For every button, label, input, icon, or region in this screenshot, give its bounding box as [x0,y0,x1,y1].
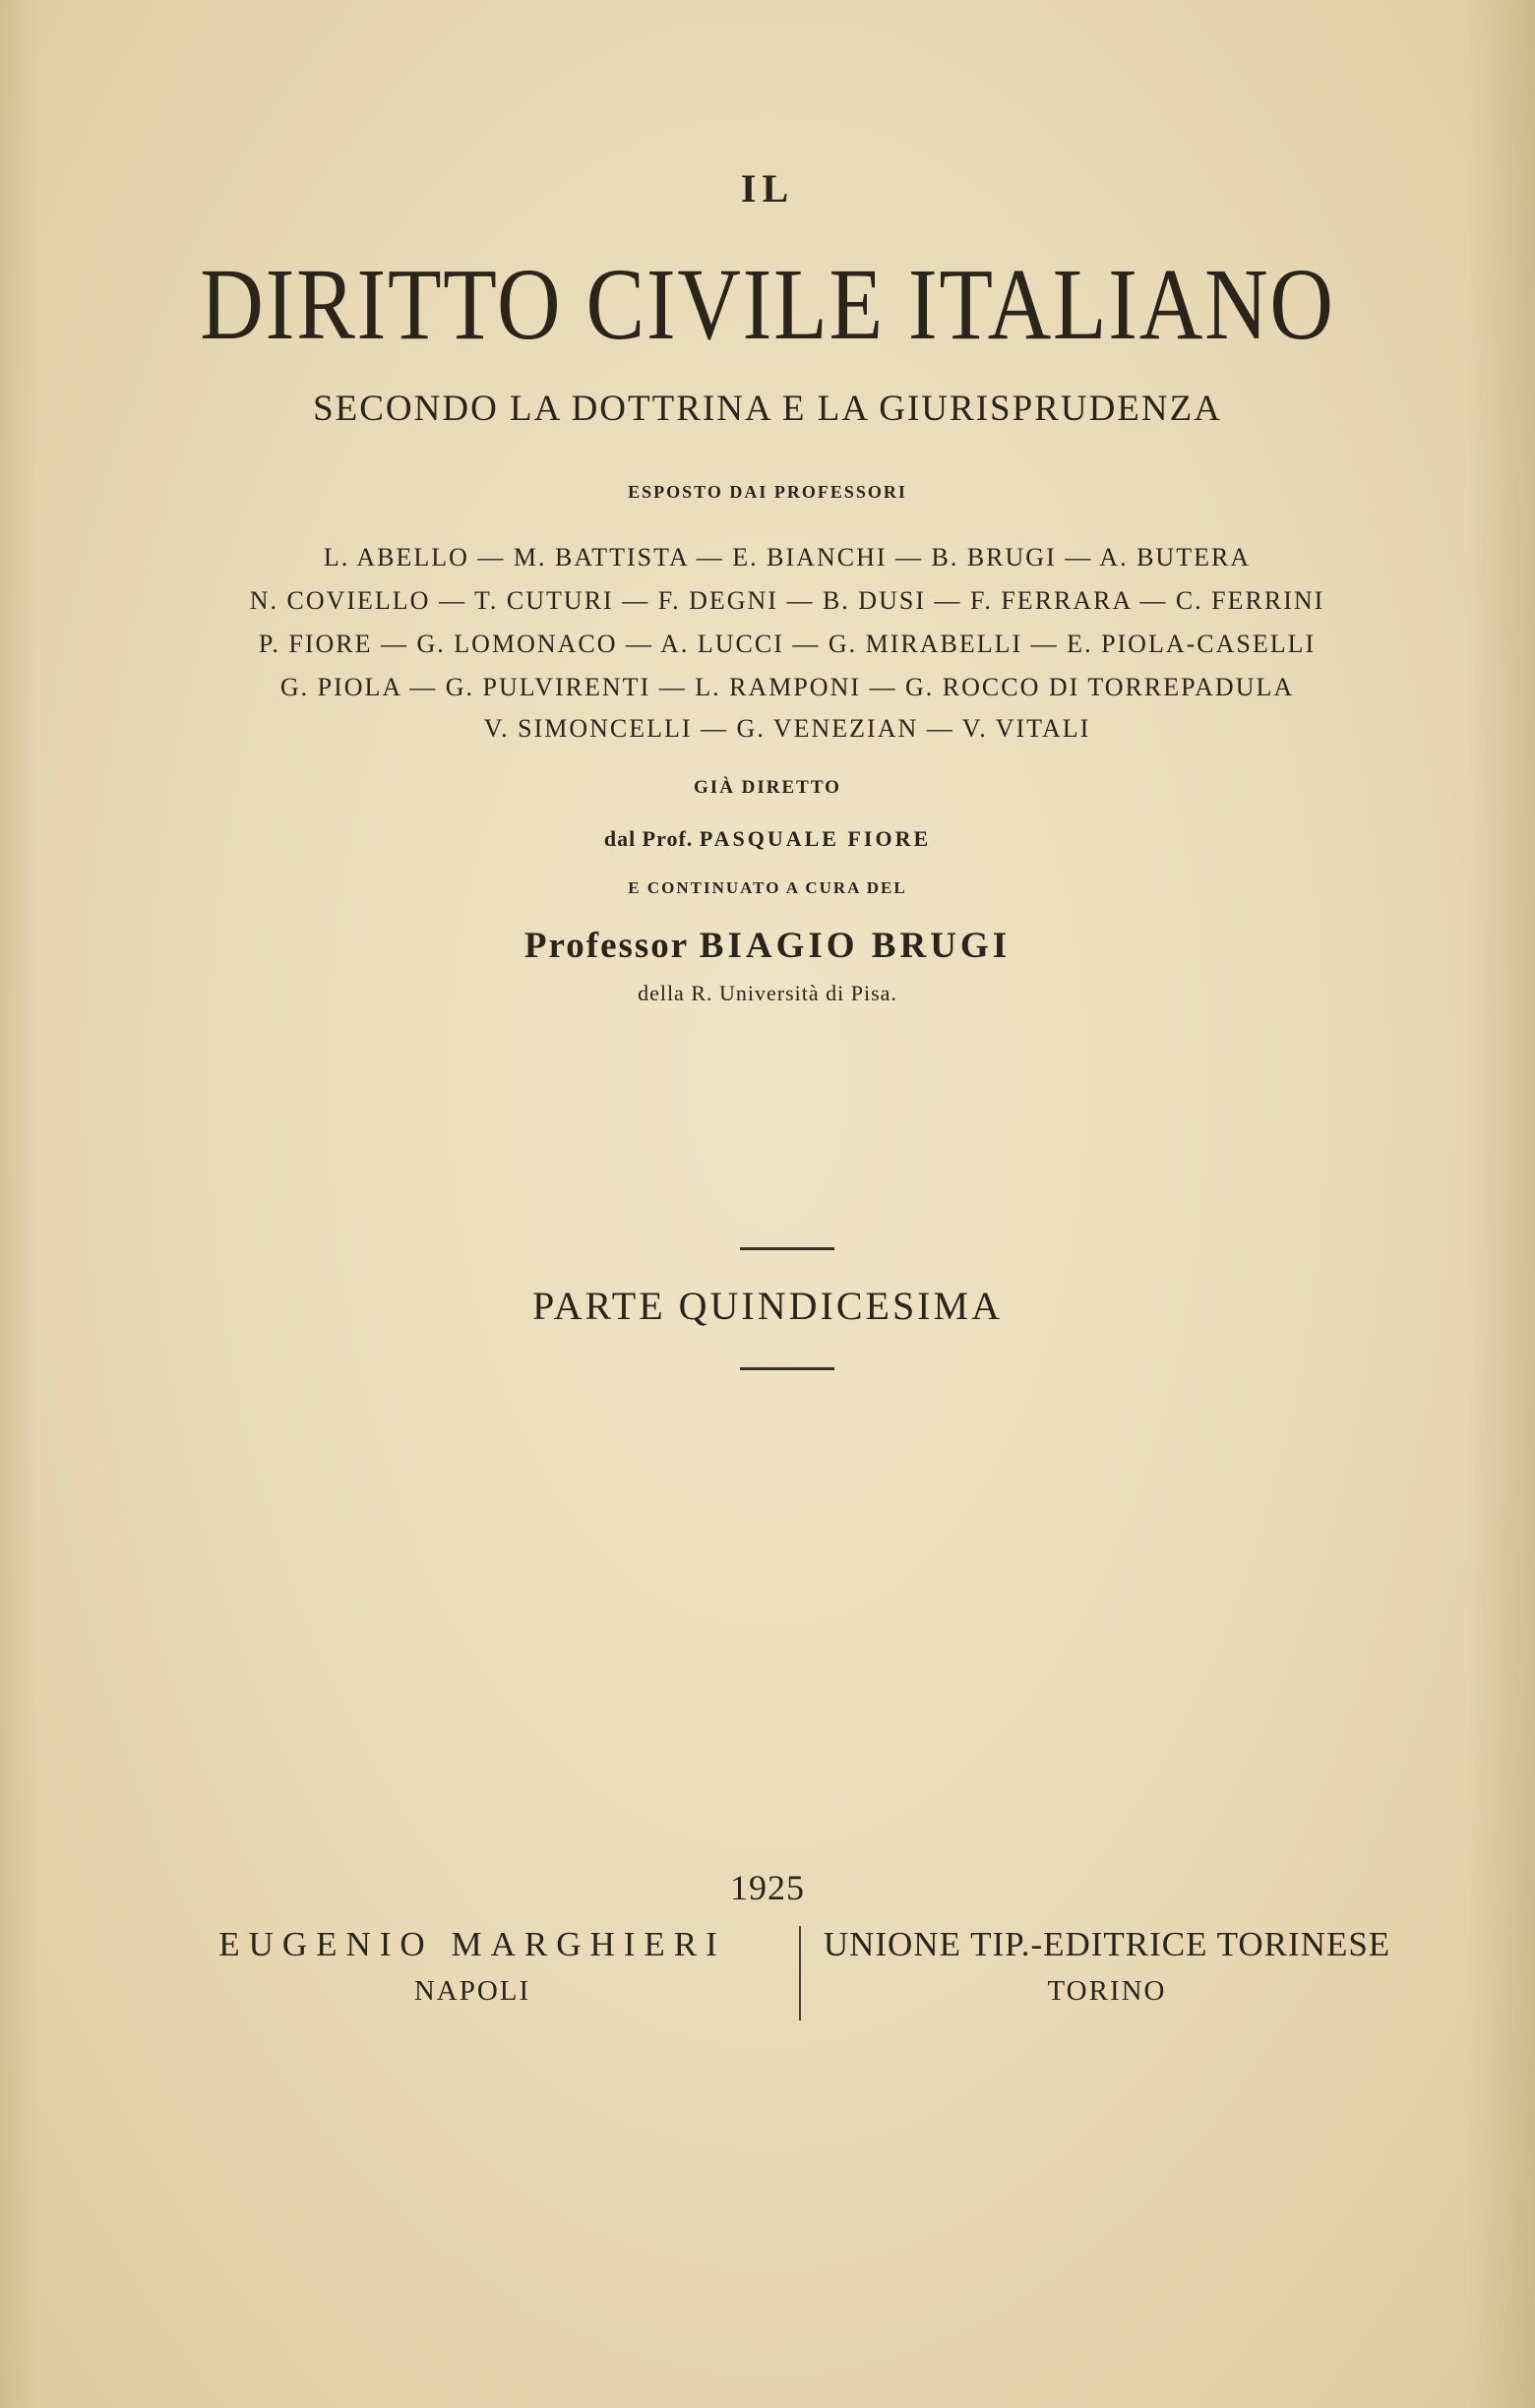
publisher-city: TORINO [1047,1975,1167,2007]
page-edge-shadow-left [0,0,39,2408]
editor-name: BIAGIO BRUGI [699,926,1012,966]
rule-top [740,1247,834,1250]
author-line: G. PIOLA — G. PULVIRENTI — L. RAMPONI — G. ROCCO DI TORREPADULA [279,673,1295,701]
publication-year: 1925 [730,1868,805,1907]
gia-diretto-label: GIÀ DIRETTO [694,777,841,798]
subtitle: SECONDO LA DOTTRINA E LA GIURISPRUDENZA [313,389,1222,429]
main-title: DIRITTO CIVILE ITALIANO [200,248,1335,361]
publisher-city: NAPOLI [413,1975,531,2007]
author-line: N. COVIELLO — T. CUTURI — F. DEGNI — B. DUSI — F. FERRARA — C. FERRINI [249,586,1325,615]
continuato-label: E CONTINUATO A CURA DEL [628,878,907,897]
author-line: L. ABELLO — M. BATTISTA — E. BIANCHI — B. BRUGI — A. BUTERA [323,543,1252,572]
publisher-divider [799,1926,801,2020]
esposto-label: ESPOSTO DAI PROFESSORI [628,482,907,502]
author-line: P. FIORE — G. LOMONACO — A. LUCCI — G. MIRABELLI — E. PIOLA-CASELLI [258,630,1317,658]
publisher-name: UNIONE TIP.-EDITRICE TORINESE [823,1925,1391,1963]
founder-prefix: dal Prof. [603,826,694,851]
part-label: PARTE QUINDICESIMA [532,1284,1003,1328]
founder-name: PASQUALE FIORE [699,826,932,851]
founder-line [0,826,1535,852]
page-edge-shadow-right [1466,0,1535,2408]
title-article: IL [740,166,795,211]
university-line: della R. Università di Pisa. [638,981,897,1005]
rule-bottom [740,1367,834,1370]
publisher-name: EUGENIO MARGHIERI [218,1925,726,1963]
editor-prefix: Professor [523,926,689,966]
author-line: V. SIMONCELLI — G. VENEZIAN — V. VITALI [483,714,1091,743]
editor-line [0,925,1535,967]
